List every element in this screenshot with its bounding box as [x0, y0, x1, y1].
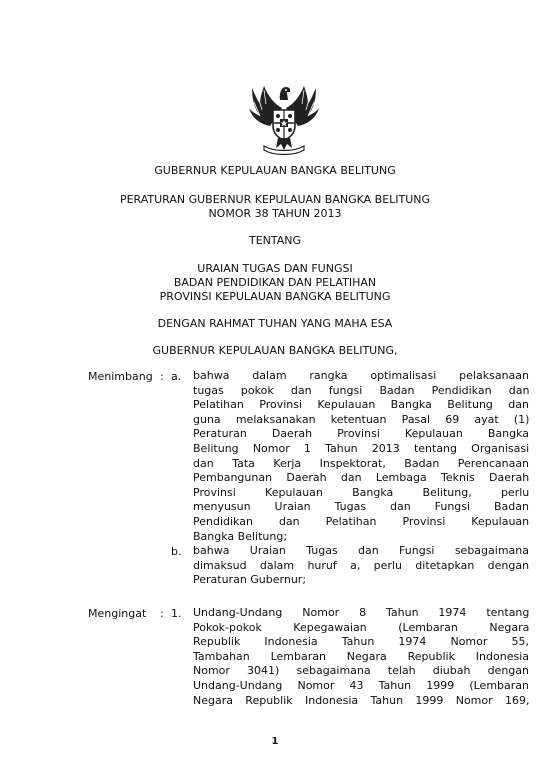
menimbang-item-a	[193, 369, 529, 544]
text-line: bahwa Uraian Tugas dan Fungsi sebagaimana	[193, 544, 529, 557]
text-line: bahwa dalam rangka optimalisasi pelaksanaan	[193, 369, 529, 382]
text-line: Provinsi Kepulauan Bangka Belitung, perlu	[193, 485, 530, 499]
about-heading: TENTANG	[248, 234, 302, 247]
text-line: Pembangunan Daerah dan Lembaga Teknis Daerah	[193, 471, 530, 485]
text-line: tugas pokok dan fungsi Badan Pendidikan dan	[193, 383, 530, 397]
text-line: Peraturan Gubernur;	[193, 573, 307, 587]
text-line: Undang-Undang Nomor 8 Tahun 1974 tentang	[193, 606, 530, 619]
regulation-number: NOMOR 38 TAHUN 2013	[208, 207, 342, 220]
subject-line-3: PROVINSI KEPULAUAN BANGKA BELITUNG	[159, 290, 391, 303]
blessing-line: DENGAN RAHMAT TUHAN YANG MAHA ESA	[157, 317, 393, 330]
garuda-emblem-icon	[246, 78, 322, 158]
menimbang-item-b	[193, 544, 529, 588]
subject-line-2: BADAN PENDIDIKAN DAN PELATIHAN	[173, 276, 377, 289]
text-line: Bangka Belitung;	[193, 529, 288, 543]
menimbang-marker-b: b.	[171, 545, 182, 558]
page-number: 1	[271, 736, 279, 747]
governor-heading: GUBERNUR KEPULAUAN BANGKA BELITUNG	[154, 164, 396, 177]
text-line: dimaksud dalam huruf a, perlu ditetapkan dengan	[193, 558, 530, 572]
text-line: Republik Indonesia Tahun 1974 Nomor 55,	[193, 635, 529, 649]
text-line: Pelatihan Provinsi Kepulauan Bangka Belitung dan	[193, 398, 529, 412]
mengingat-colon: :	[160, 607, 164, 620]
text-line: Pendidikan dan Pelatihan Provinsi Kepulauan	[193, 514, 530, 528]
text-line: guna melaksanakan ketentuan Pasal 69 ayat (1)	[193, 412, 530, 426]
text-line: dan Tata Kerja Inspektorat, Badan Perencanaan	[193, 456, 530, 470]
text-line: Pokok-pokok Kepegawaian (Lembaran Negara	[193, 620, 530, 634]
text-line: Peraturan Daerah Provinsi Kepulauan Bangka	[193, 427, 529, 441]
mengingat-marker-1: 1.	[171, 607, 182, 620]
text-line: Nomor 3041) sebagaimana telah diubah dengan	[193, 664, 529, 678]
mengingat-label: Mengingat	[88, 607, 147, 620]
menimbang-label: Menimbang	[88, 370, 153, 383]
text-line: Belitung Nomor 1 Tahun 2013 tentang Organisasi	[193, 441, 530, 455]
text-line: menyusun Uraian Tugas dan Fungsi Badan	[193, 500, 529, 514]
text-line: Undang-Undang Nomor 43 Tahun 1999 (Lembaran	[193, 678, 529, 692]
regulation-title: PERATURAN GUBERNUR KEPULAUAN BANGKA BELITUNG	[119, 193, 431, 206]
menimbang-colon: :	[160, 370, 164, 383]
text-line: Negara Republik Indonesia Tahun 1999 Nomor 169,	[193, 693, 530, 707]
governor-heading-comma: GUBERNUR KEPULAUAN BANGKA BELITUNG,	[152, 344, 398, 357]
text-line: Tambahan Lembaran Negara Republik Indonesia	[193, 649, 529, 663]
subject-line-1: URAIAN TUGAS DAN FUNGSI	[197, 262, 353, 275]
menimbang-marker-a: a.	[171, 370, 182, 383]
mengingat-item-1	[193, 606, 529, 708]
